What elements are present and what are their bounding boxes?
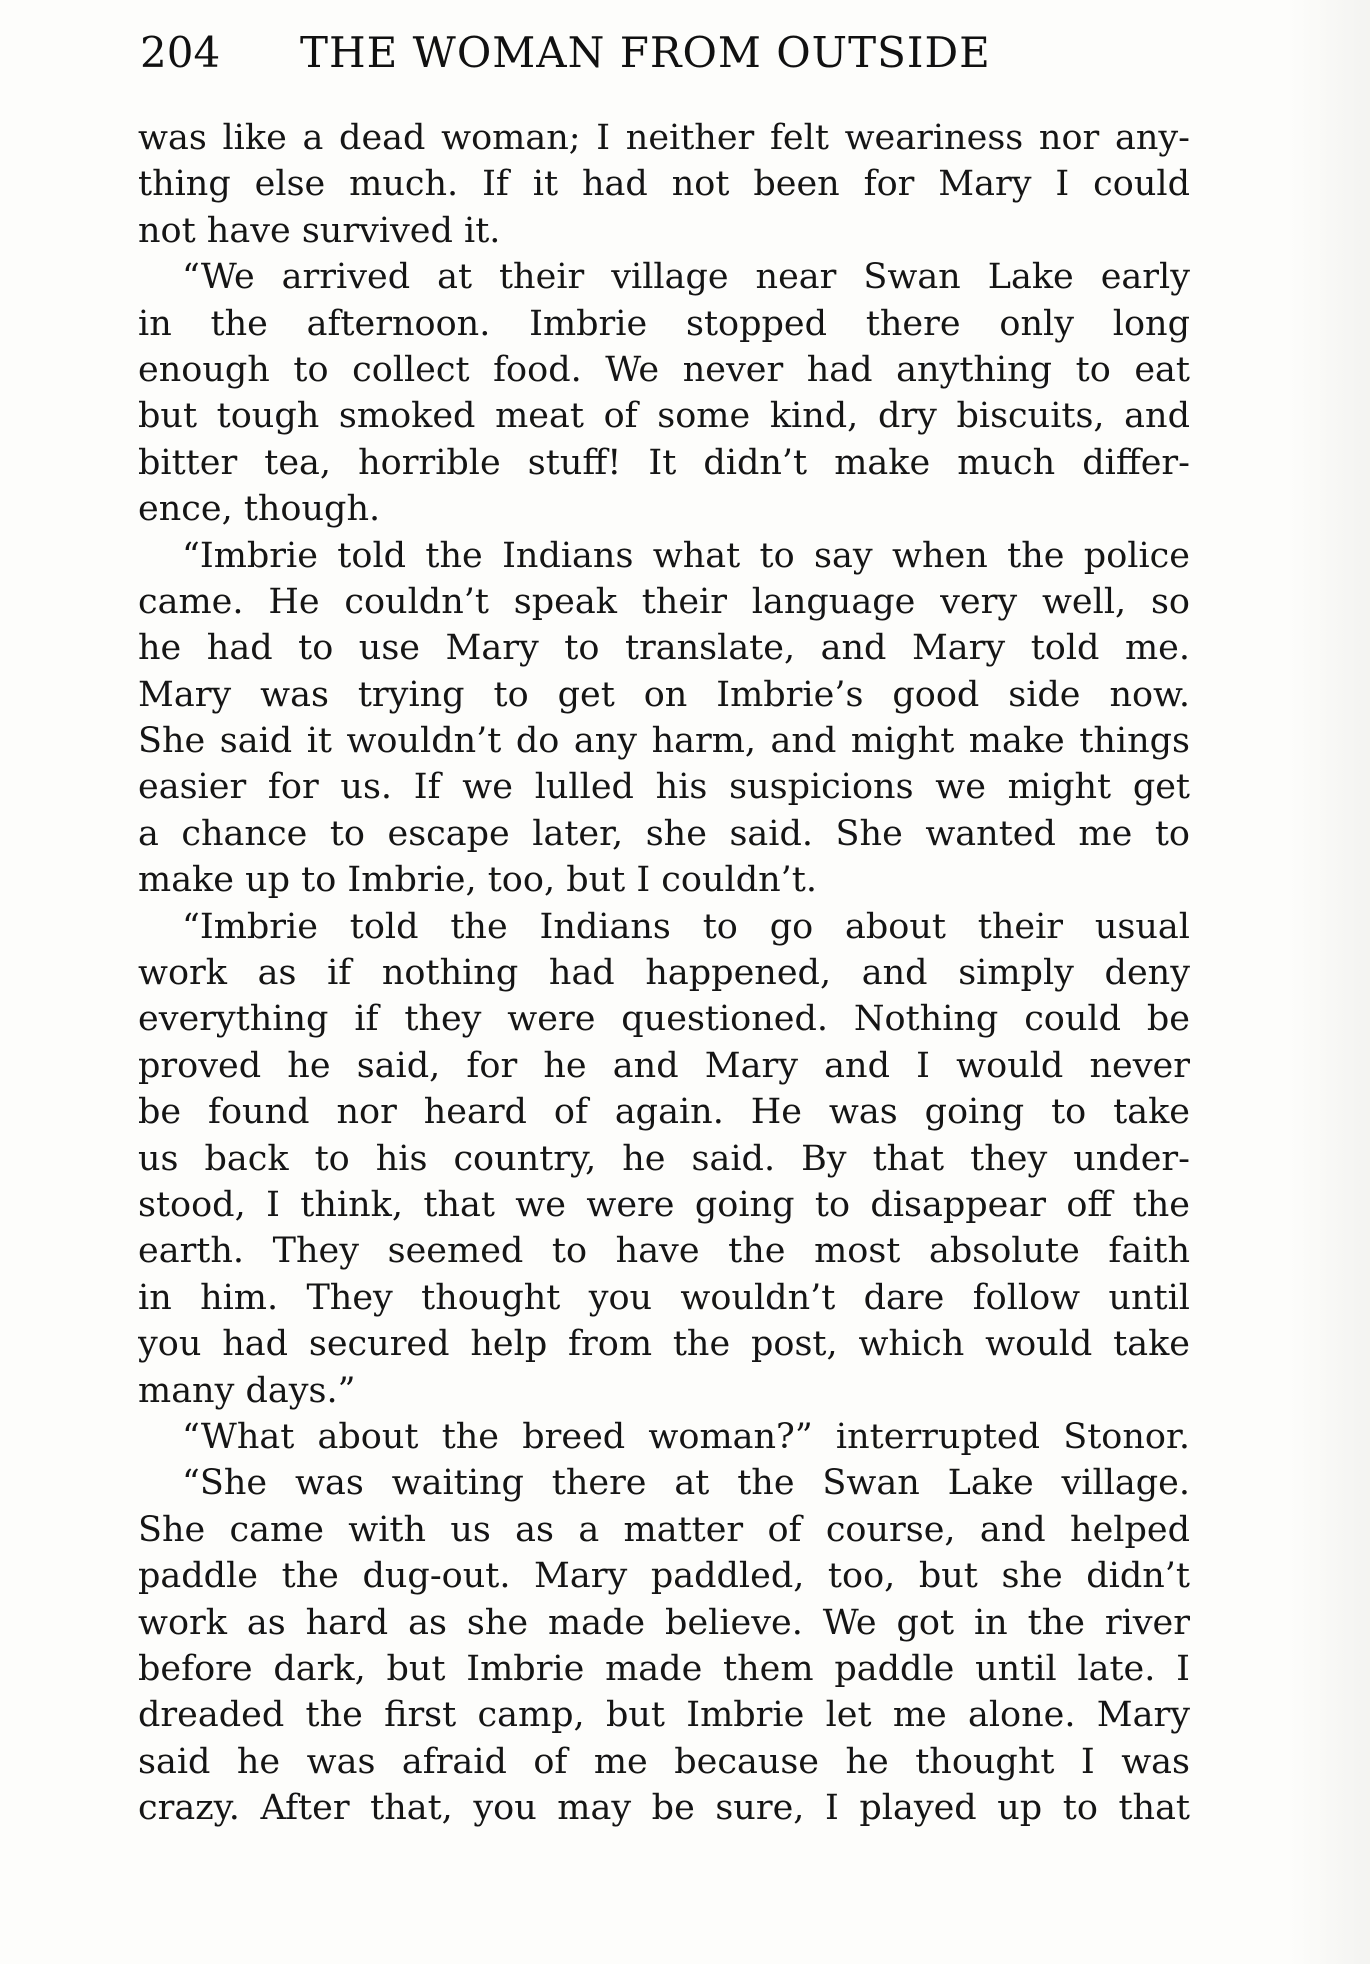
text-line: paddle the dug-out. Mary paddled, too, but she didn’t	[138, 1556, 1190, 1597]
text-line: but tough smoked meat of some kind, dry biscuits, and	[138, 396, 1190, 437]
text-line: not have survived it.	[138, 210, 501, 251]
text-line: ence, though.	[138, 489, 381, 530]
text-line: be found nor heard of again. He was going to take	[138, 1092, 1190, 1133]
running-head	[140, 18, 1190, 88]
text-line: earth. They seemed to have the most absolute faith	[138, 1231, 1190, 1272]
text-line: proved he said, for he and Mary and I would never	[138, 1045, 1190, 1086]
text-line: us back to his country, he said. By that they under-	[138, 1138, 1190, 1179]
text-line: was like a dead woman; I neither felt weariness nor any-	[138, 118, 1190, 158]
text-line: crazy. After that, you may be sure, I played up to that	[138, 1788, 1190, 1829]
text-line: “Imbrie told the Indians to go about their usual	[182, 906, 1190, 947]
text-line: in the afternoon. Imbrie stopped there only long	[138, 303, 1190, 344]
text-line: work as hard as she made believe. We got in the river	[138, 1602, 1190, 1643]
running-title: THE WOMAN FROM OUTSIDE	[300, 28, 991, 77]
text-line: “Imbrie told the Indians what to say when the police	[182, 535, 1190, 576]
text-line: many days.”	[138, 1370, 356, 1411]
text-line: “What about the breed woman?” interrupted Stonor.	[182, 1416, 1190, 1457]
text-line: She said it wouldn’t do any harm, and might make things	[138, 721, 1190, 762]
text-line: said he was afraid of me because he thought I was	[138, 1741, 1190, 1782]
page-number: 204	[140, 28, 221, 77]
text-line: “We arrived at their village near Swan Lake early	[182, 257, 1190, 298]
text-line: everything if they were questioned. Nothing could be	[138, 999, 1190, 1040]
text-line: before dark, but Imbrie made them paddle until late. I	[138, 1648, 1190, 1689]
text-line: work as if nothing had happened, and simply deny	[138, 953, 1190, 994]
text-line: you had secured help from the post, which would take	[138, 1324, 1190, 1365]
text-line: easier for us. If we lulled his suspicions we might get	[138, 767, 1190, 808]
text-line: Mary was trying to get on Imbrie’s good side now.	[138, 674, 1190, 715]
text-line: thing else much. If it had not been for Mary I could	[138, 164, 1190, 205]
text-line: dreaded the first camp, but Imbrie let me alone. Mary	[138, 1695, 1190, 1736]
text-line: make up to Imbrie, too, but I couldn’t.	[138, 860, 817, 901]
text-line: enough to collect food. We never had anything to eat	[138, 349, 1190, 390]
text-line: in him. They thought you wouldn’t dare follow until	[138, 1277, 1190, 1318]
page-edge-shading	[1290, 0, 1370, 1964]
text-line: She came with us as a matter of course, and helped	[138, 1509, 1190, 1550]
text-line: stood, I think, that we were going to disappear off the	[138, 1184, 1190, 1225]
text-line: a chance to escape later, she said. She wanted me to	[138, 813, 1190, 854]
text-line: bitter tea, horrible stuff! It didn’t make much differ-	[138, 442, 1190, 483]
text-line: he had to use Mary to translate, and Mary told me.	[138, 628, 1190, 669]
text-line: came. He couldn’t speak their language very well, so	[138, 581, 1190, 622]
body-text	[138, 115, 1190, 1831]
text-line: “She was waiting there at the Swan Lake village.	[182, 1463, 1190, 1504]
